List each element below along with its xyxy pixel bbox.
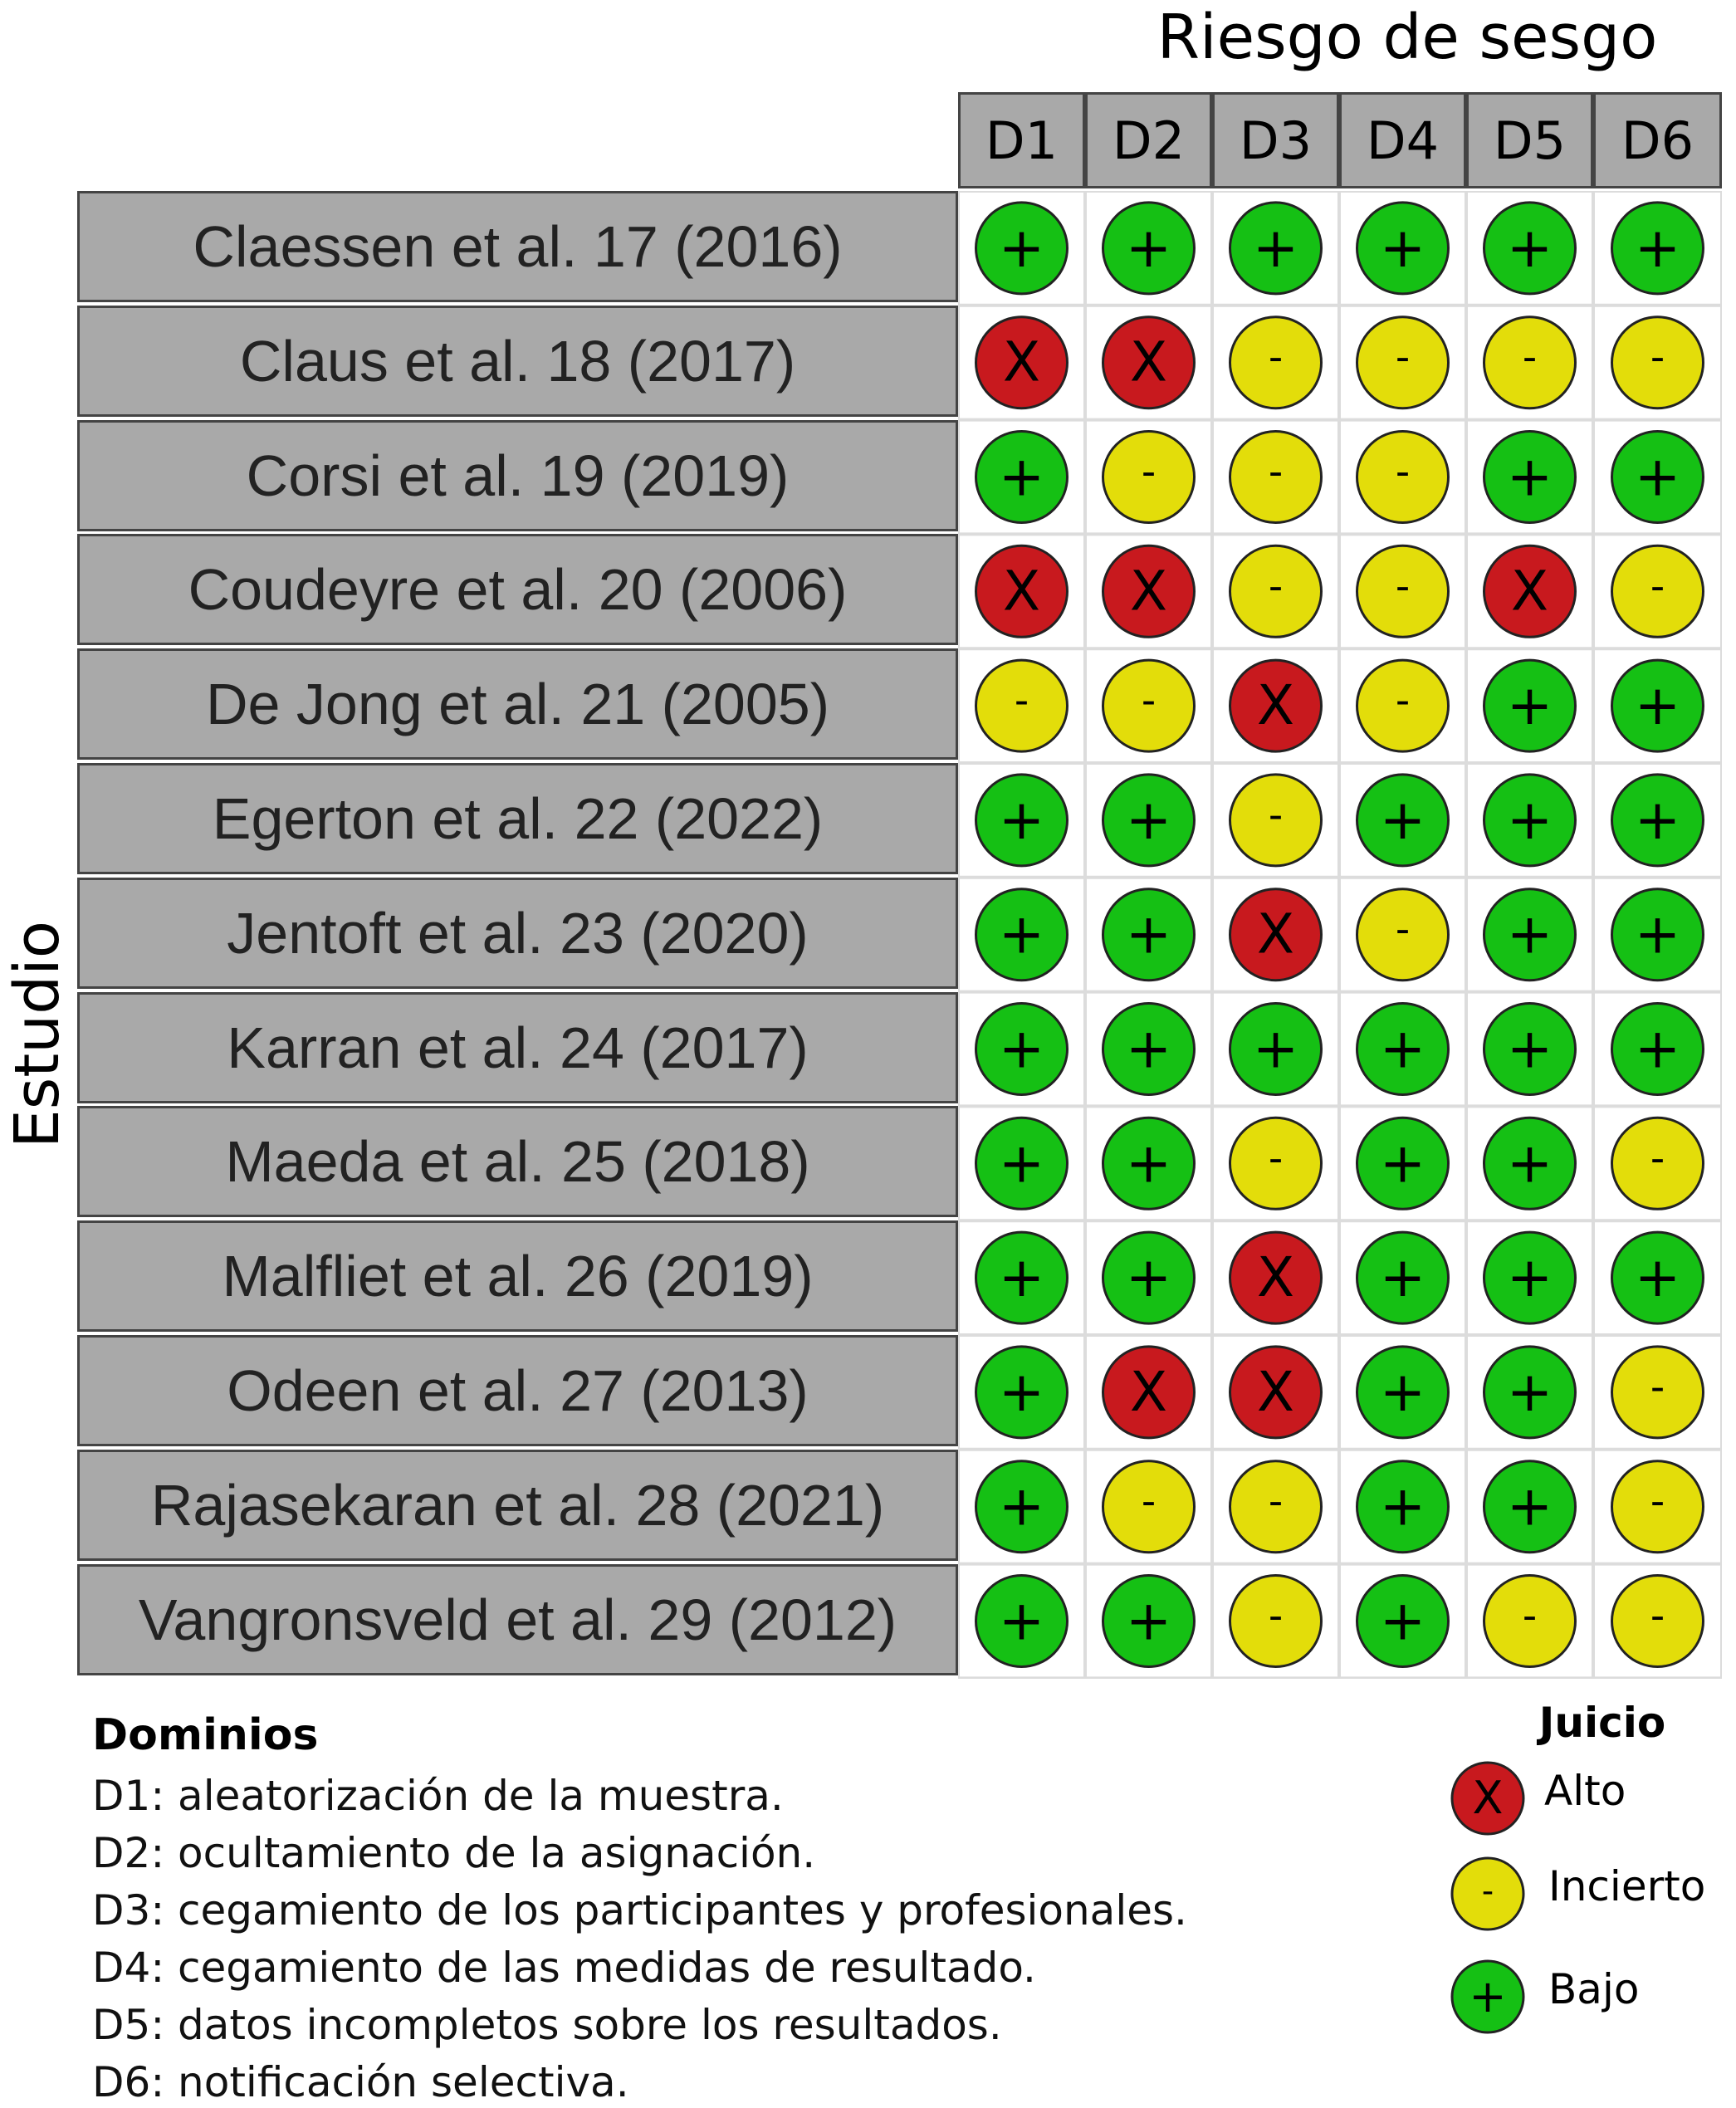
judgement-marker [976, 545, 1068, 637]
study-label: Jentoft et al. 23 (2020) [77, 878, 958, 989]
svg-text:+: + [998, 1245, 1045, 1310]
svg-text:+: + [1379, 215, 1426, 280]
judgement-marker [1103, 660, 1195, 751]
svg-text:-: - [1141, 677, 1157, 725]
svg-text:X: X [1129, 1359, 1168, 1424]
svg-text:+: + [1634, 215, 1681, 280]
judgement-marker [1230, 889, 1322, 981]
domain-header-d1: D1 [958, 92, 1085, 188]
domains-legend-title: Dominios [92, 1710, 319, 1760]
judgement-marker [976, 1118, 1068, 1209]
svg-text:-: - [1522, 1592, 1538, 1640]
svg-text:+: + [1379, 1588, 1426, 1653]
svg-text:+: + [998, 1016, 1045, 1081]
svg-text:+: + [1379, 1016, 1426, 1081]
domain-header-d3: D3 [1212, 92, 1339, 188]
judgement-marker [1103, 545, 1195, 637]
legend-marker [1446, 1955, 1529, 2038]
svg-text:-: - [1650, 563, 1665, 610]
judgement-marker [976, 1347, 1068, 1438]
svg-text:+: + [1506, 787, 1553, 852]
svg-text:+: + [998, 902, 1045, 966]
judgement-marker [1230, 1232, 1322, 1323]
judgement-marker [1230, 545, 1322, 637]
svg-text:+: + [1634, 673, 1681, 738]
domain-description: D3: cegamiento de los participantes y profesionales. [92, 1886, 1187, 1934]
study-label: Claus et al. 18 (2017) [77, 306, 958, 417]
svg-text:+: + [998, 787, 1045, 852]
judgement-marker [1612, 775, 1704, 866]
study-label: Rajasekaran et al. 28 (2021) [77, 1450, 958, 1561]
judgement-marker [1357, 1118, 1449, 1209]
judgement-marker [1612, 317, 1704, 408]
judgement-marker [1484, 775, 1576, 866]
legend-marker [1446, 1852, 1529, 1935]
study-label: Vangronsveld et al. 29 (2012) [77, 1564, 958, 1675]
judgement-marker [1357, 889, 1449, 981]
legend-label: Bajo [1548, 1965, 1640, 2013]
judgement-marker [1484, 1232, 1576, 1323]
judgement-grid [958, 191, 1722, 1679]
judgement-marker [1230, 1004, 1322, 1095]
judgement-marker [976, 889, 1068, 981]
svg-text:-: - [1650, 1135, 1665, 1182]
judgement-marker [976, 1004, 1068, 1095]
judgement-marker [976, 1232, 1068, 1323]
svg-text:+: + [1125, 1131, 1172, 1196]
domain-description: D4: cegamiento de las medidas de resultado. [92, 1944, 1036, 1992]
svg-text:X: X [1472, 1772, 1504, 1824]
judgement-marker [1612, 1576, 1704, 1667]
judgement-marker [1357, 1232, 1449, 1323]
judgement-marker [1484, 1347, 1576, 1438]
svg-text:X: X [1129, 330, 1168, 394]
judgement-marker [1103, 889, 1195, 981]
study-label: Corsi et al. 19 (2019) [77, 420, 958, 531]
judgement-marker [1230, 660, 1322, 751]
svg-text:+: + [1506, 444, 1553, 509]
svg-text:+: + [1506, 1131, 1553, 1196]
judgement-marker [1357, 203, 1449, 294]
judgement-marker [1230, 317, 1322, 408]
domain-header-d4: D4 [1339, 92, 1466, 188]
svg-text:-: - [1650, 1478, 1665, 1525]
svg-text:+: + [1125, 1588, 1172, 1653]
judgement-marker [1357, 1576, 1449, 1667]
y-axis-label-text: Estudio [2, 920, 73, 1148]
judgement-marker [1484, 545, 1576, 637]
study-label: De Jong et al. 21 (2005) [77, 648, 958, 760]
judgement-marker [1357, 432, 1449, 523]
svg-text:-: - [1395, 677, 1411, 725]
judgement-marker [1230, 1576, 1322, 1667]
svg-text:+: + [1379, 1474, 1426, 1538]
legend-label: Incierto [1548, 1862, 1706, 1910]
svg-text:-: - [1395, 334, 1411, 381]
svg-text:+: + [1634, 444, 1681, 509]
study-label: Claessen et al. 17 (2016) [77, 191, 958, 302]
svg-text:-: - [1268, 563, 1284, 610]
study-label: Karran et al. 24 (2017) [77, 992, 958, 1103]
judgement-marker [1103, 1118, 1195, 1209]
judgement-marker [1230, 1118, 1322, 1209]
judgement-marker [1103, 1232, 1195, 1323]
chart-title: Riesgo de sesgo [1157, 2, 1658, 73]
judgement-marker [976, 432, 1068, 523]
judgement-marker [1230, 775, 1322, 866]
domain-description: D5: datos incompletos sobre los resultados. [92, 2001, 1002, 2049]
judgement-marker [1103, 1347, 1195, 1438]
judgement-marker [1484, 889, 1576, 981]
svg-text:+: + [1506, 1359, 1553, 1424]
svg-text:+: + [1379, 1131, 1426, 1196]
svg-text:+: + [1469, 1970, 1507, 2022]
judgement-marker [1103, 317, 1195, 408]
svg-text:+: + [1506, 1245, 1553, 1310]
judgement-marker [1230, 1347, 1322, 1438]
svg-text:-: - [1268, 791, 1284, 839]
domain-header-d5: D5 [1466, 92, 1593, 188]
judgement-marker [1612, 1118, 1704, 1209]
judgement-marker [1357, 660, 1449, 751]
study-label: Odeen et al. 27 (2013) [77, 1335, 958, 1446]
judgement-marker [1484, 1461, 1576, 1553]
judgement-marker [1103, 775, 1195, 866]
svg-text:-: - [1650, 1592, 1665, 1640]
judgement-marker [1230, 1461, 1322, 1553]
svg-text:X: X [1002, 330, 1041, 394]
judgement-marker [1357, 545, 1449, 637]
judgement-legend-title: Juicio [1538, 1699, 1666, 1747]
judgement-marker [1484, 203, 1576, 294]
judgement-marker [976, 660, 1068, 751]
legend-marker [1446, 1757, 1529, 1840]
domain-header-d6: D6 [1593, 92, 1722, 188]
study-label: Egerton et al. 22 (2022) [77, 763, 958, 874]
svg-text:-: - [1268, 1592, 1284, 1640]
judgement-marker [976, 1576, 1068, 1667]
judgement-marker [1612, 1232, 1704, 1323]
judgement-marker [1612, 1347, 1704, 1438]
study-label: Maeda et al. 25 (2018) [77, 1106, 958, 1217]
judgement-marker [1230, 432, 1322, 523]
svg-text:-: - [1522, 334, 1538, 381]
svg-text:+: + [998, 444, 1045, 509]
judgement-marker [1103, 1576, 1195, 1667]
svg-text:X: X [1256, 1359, 1295, 1424]
judgement-marker [1103, 432, 1195, 523]
svg-text:+: + [1506, 902, 1553, 966]
svg-text:-: - [1141, 1478, 1157, 1525]
svg-text:-: - [1268, 1135, 1284, 1182]
svg-text:+: + [1379, 787, 1426, 852]
judgement-marker [1612, 432, 1704, 523]
judgement-marker [976, 203, 1068, 294]
svg-text:+: + [1125, 215, 1172, 280]
judgement-marker [1103, 203, 1195, 294]
judgement-marker [1484, 432, 1576, 523]
svg-text:+: + [1125, 902, 1172, 966]
svg-text:+: + [1125, 787, 1172, 852]
judgement-marker [1484, 1004, 1576, 1095]
svg-text:+: + [1506, 673, 1553, 738]
svg-text:X: X [1510, 559, 1549, 624]
svg-text:+: + [1506, 1474, 1553, 1538]
svg-text:+: + [998, 1588, 1045, 1653]
svg-text:+: + [1379, 1245, 1426, 1310]
judgement-marker [1612, 545, 1704, 637]
judgement-marker [1357, 1004, 1449, 1095]
domain-description: D1: aleatorización de la muestra. [92, 1772, 784, 1820]
judgement-marker [1612, 203, 1704, 294]
svg-text:+: + [1634, 1245, 1681, 1310]
judgement-marker [976, 317, 1068, 408]
svg-text:X: X [1256, 902, 1295, 966]
svg-text:-: - [1014, 677, 1029, 725]
svg-text:+: + [1252, 1016, 1299, 1081]
svg-text:+: + [1252, 215, 1299, 280]
svg-text:X: X [1002, 559, 1041, 624]
svg-text:-: - [1395, 563, 1411, 610]
judgement-marker [1612, 1461, 1704, 1553]
svg-text:-: - [1395, 448, 1411, 496]
svg-text:X: X [1256, 673, 1295, 738]
svg-text:+: + [1506, 215, 1553, 280]
domain-description: D2: ocultamiento de la asignación. [92, 1829, 816, 1877]
svg-text:+: + [1634, 1016, 1681, 1081]
svg-text:+: + [1125, 1245, 1172, 1310]
svg-text:+: + [1506, 1016, 1553, 1081]
svg-text:+: + [998, 215, 1045, 280]
judgement-marker [1484, 1576, 1576, 1667]
domain-description: D6: notificación selectiva. [92, 2058, 629, 2106]
svg-text:-: - [1650, 1363, 1665, 1411]
study-label: Coudeyre et al. 20 (2006) [77, 534, 958, 645]
judgement-marker [1357, 317, 1449, 408]
svg-text:+: + [1634, 787, 1681, 852]
judgement-marker [1357, 1461, 1449, 1553]
svg-text:X: X [1256, 1245, 1295, 1310]
svg-text:+: + [998, 1359, 1045, 1424]
svg-text:-: - [1268, 448, 1284, 496]
judgement-marker [1357, 775, 1449, 866]
svg-text:X: X [1129, 559, 1168, 624]
svg-text:-: - [1268, 1478, 1284, 1525]
judgement-marker [1103, 1004, 1195, 1095]
judgement-marker [1612, 889, 1704, 981]
judgement-marker [1357, 1347, 1449, 1438]
legend-label: Alto [1544, 1767, 1626, 1815]
judgement-marker [976, 1461, 1068, 1553]
judgement-marker [1484, 317, 1576, 408]
svg-text:+: + [1125, 1016, 1172, 1081]
domain-header-d2: D2 [1085, 92, 1212, 188]
judgement-marker [1103, 1461, 1195, 1553]
svg-text:-: - [1650, 334, 1665, 381]
svg-text:-: - [1268, 334, 1284, 381]
judgement-marker [1612, 1004, 1704, 1095]
judgement-marker [1612, 660, 1704, 751]
svg-text:+: + [1634, 902, 1681, 966]
svg-text:-: - [1481, 1872, 1494, 1910]
judgement-marker [1484, 1118, 1576, 1209]
svg-text:-: - [1395, 906, 1411, 953]
judgement-marker [1230, 203, 1322, 294]
svg-text:+: + [998, 1131, 1045, 1196]
svg-text:+: + [998, 1474, 1045, 1538]
judgement-marker [976, 775, 1068, 866]
study-label: Malfliet et al. 26 (2019) [77, 1220, 958, 1332]
svg-text:+: + [1379, 1359, 1426, 1424]
judgement-marker [1484, 660, 1576, 751]
svg-text:-: - [1141, 448, 1157, 496]
